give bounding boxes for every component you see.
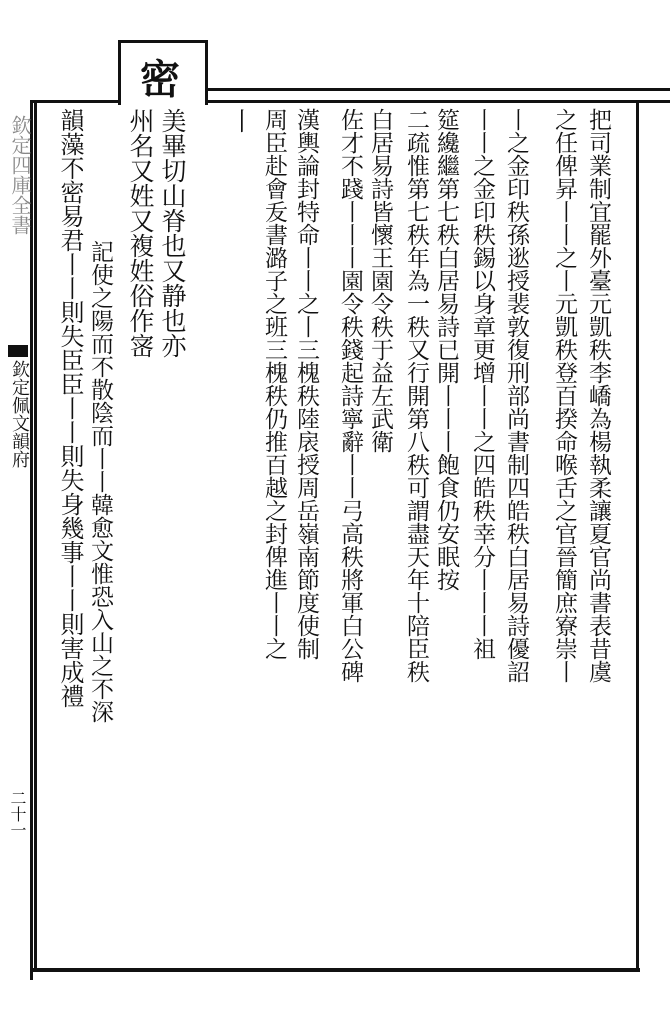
text-column-4: 州名又姓又複姓俗作宻 [126, 108, 155, 358]
rhyme-heading-char: 密 [140, 56, 180, 103]
margin-block-mark [8, 345, 28, 357]
margin-ghost-text: 欽定四庫全書 [8, 115, 32, 235]
frame-right [636, 100, 639, 970]
text-column-7: 漢輿論封特命丨丨之丨三槐秩陸扆授周岳嶺南節度使制 [293, 108, 319, 660]
text-column-2: 記使之陽而不散陰而丨丨韓愈文惟恐入山之不深 [87, 240, 113, 723]
text-column-13: 丨之金印秩孫逖授裴敦復刑部尚書制四皓秩白居易詩優詔 [503, 108, 529, 683]
text-column-6: 周臣赴會叐書潞子之班三槐秩仍推百越之封俾進丨丨之 [261, 108, 287, 660]
text-column-5: 丨 [226, 108, 255, 133]
text-column-12: 丨丨之金印秩錫以身章更增丨丨之四皓秩幸分丨丨丨祖 [469, 108, 495, 660]
frame-top-inner [200, 88, 670, 91]
text-column-1: 韻藻不密易君丨丨則失臣臣丨丨則失身幾事丨丨則害成禮 [56, 108, 84, 708]
text-column-3: 美畢切山脊也又静也亦 [158, 108, 187, 358]
margin-book-title: 欽定佩文韻府 [9, 360, 30, 468]
text-column-14: 之任俾昇丨丨之丨元凱秩登百揆命喉舌之官晉簡庶寮崇丨 [551, 108, 577, 683]
text-column-8: 佐才不踐丨丨丨園令秩錢起詩寧辭丨丨弓高秩將軍白公碑 [337, 108, 363, 683]
text-column-9: 白居易詩皆懷王園令秩于益左武衛 [367, 108, 393, 453]
text-column-11: 筵纔繼第七秩白居易詩已開丨丨丨飽食仍安眠按 [433, 108, 459, 591]
text-column-15: 把司業制宜罷外臺元凱秩李嶠為楊執柔讓夏官尚書表昔虞 [585, 108, 611, 683]
frame-bottom [30, 968, 640, 972]
text-column-10: 二疏惟第七秩年為一秩又行開第八秩可謂盡天年十陪臣秩 [403, 108, 429, 683]
page-number: 二十一 [8, 790, 27, 838]
